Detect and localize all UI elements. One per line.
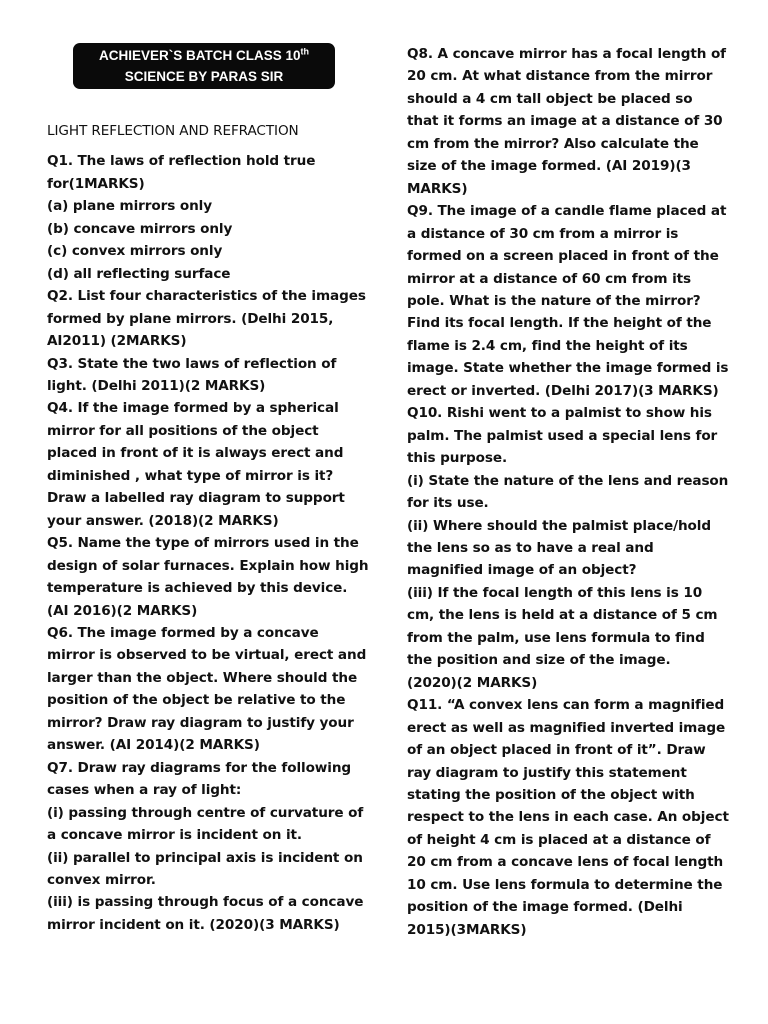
question-line: Q1. The laws of reflection hold true xyxy=(47,153,316,170)
question-block xyxy=(47,285,365,352)
question-line: larger than the object. Where should the xyxy=(47,669,358,686)
question-line: position of the image formed. (Delhi xyxy=(407,899,683,916)
question-line: erect as well as magnified inverted image xyxy=(407,719,726,736)
question-line: Q6. The image formed by a concave xyxy=(47,624,319,641)
question-line: cm from the mirror? Also calculate the xyxy=(407,135,699,152)
question-line: the lens so as to have a real and xyxy=(407,539,654,556)
question-line: (AI 2016)(2 MARKS) xyxy=(47,602,198,619)
question-block xyxy=(47,622,365,757)
question-line: your answer. (2018)(2 MARKS) xyxy=(47,512,279,529)
section-title: LIGHT REFLECTION AND REFRACTION xyxy=(47,123,299,139)
question-block xyxy=(47,757,365,937)
question-line: mirror for all positions of the object xyxy=(47,422,319,439)
right-question-list xyxy=(407,43,727,941)
question-line: position of the object be relative to the xyxy=(47,692,346,709)
question-line: mirror? Draw ray diagram to justify your xyxy=(47,714,354,731)
question-block xyxy=(47,353,365,398)
question-line: magnified image of an object? xyxy=(407,562,637,579)
question-line: 20 cm. At what distance from the mirror xyxy=(407,68,713,85)
question-block xyxy=(407,402,727,694)
question-line: image. State whether the image formed is xyxy=(407,360,729,377)
question-line: (ii) Where should the palmist place/hold xyxy=(407,517,711,534)
question-line: (iii) If the focal length of this lens is 10 xyxy=(407,584,703,601)
left-column xyxy=(47,120,369,936)
question-line: Q7. Draw ray diagrams for the following xyxy=(47,759,352,776)
question-line: placed in front of it is always erect and xyxy=(47,445,344,462)
question-line: Q10. Rishi went to a palmist to show his xyxy=(407,405,712,422)
question-block xyxy=(47,532,369,622)
question-line: flame is 2.4 cm, find the height of its xyxy=(407,337,688,354)
question-line: of an object placed in front of it”. Draw xyxy=(407,742,706,759)
question-line: 20 cm from a concave lens of focal length xyxy=(407,854,724,871)
question-line: diminished , what type of mirror is it? xyxy=(47,467,334,484)
question-line: temperature is achieved by this device. xyxy=(47,580,348,597)
question-line: Find its focal length. If the height of the xyxy=(407,315,712,332)
question-line: Q11. “A convex lens can form a magnified xyxy=(407,697,725,714)
question-line: AI2011) (2MARKS) xyxy=(47,333,187,350)
question-line: light. (Delhi 2011)(2 MARKS) xyxy=(47,377,266,394)
question-line: Q4. If the image formed by a spherical xyxy=(47,400,339,417)
question-line: from the palm, use lens formula to find xyxy=(407,629,705,646)
question-line: formed by plane mirrors. (Delhi 2015, xyxy=(47,310,334,327)
right-column xyxy=(407,43,727,941)
question-line: should a 4 cm tall object be placed so xyxy=(407,90,693,107)
question-line: pole. What is the nature of the mirror? xyxy=(407,292,701,309)
question-line: convex mirror. xyxy=(47,871,156,888)
question-block xyxy=(407,694,727,941)
question-line: Draw a labelled ray diagram to support xyxy=(47,490,345,507)
question-block xyxy=(47,397,365,532)
question-block xyxy=(407,43,727,200)
question-line: (iii) is passing through focus of a concave xyxy=(47,894,364,911)
question-line: this purpose. xyxy=(407,450,508,467)
question-line: 10 cm. Use lens formula to determine the xyxy=(407,876,723,893)
question-line: palm. The palmist used a special lens for xyxy=(407,427,718,444)
question-line: for(1MARKS) xyxy=(47,175,145,192)
title-line-1 xyxy=(73,45,335,66)
question-line: Q8. A concave mirror has a focal length of xyxy=(407,46,726,62)
question-line: of height 4 cm is placed at a distance of xyxy=(407,831,711,848)
question-line: mirror incident on it. (2020)(3 MARKS) xyxy=(47,916,340,933)
question-line: 2015)(3MARKS) xyxy=(407,921,527,938)
question-line: cases when a ray of light: xyxy=(47,782,242,799)
question-line: answer. (AI 2014)(2 MARKS) xyxy=(47,737,260,754)
question-line: a distance of 30 cm from a mirror is xyxy=(407,225,679,242)
title-text: ACHIEVER`S BATCH CLASS 10 xyxy=(98,48,301,63)
question-line: respect to the lens in each case. An object xyxy=(407,809,729,826)
question-line: design of solar furnaces. Explain how high xyxy=(47,557,369,574)
title-superscript: th xyxy=(300,46,310,57)
question-line: stating the position of the object with xyxy=(407,786,695,803)
question-line: (i) passing through centre of curvature of xyxy=(47,804,364,821)
question-line: Q2. List four characteristics of the images xyxy=(47,288,366,305)
question-line: (d) all reflecting surface xyxy=(47,265,231,282)
question-line: size of the image formed. (AI 2019)(3 xyxy=(407,158,691,175)
question-line: (2020)(2 MARKS) xyxy=(407,674,538,691)
question-line: (ii) parallel to principal axis is incident on xyxy=(47,849,363,866)
question-line: Q9. The image of a candle flame placed at xyxy=(407,203,727,220)
question-line: (c) convex mirrors only xyxy=(47,243,223,260)
question-line: Q5. Name the type of mirrors used in the xyxy=(47,535,359,552)
question-line: mirror is observed to be virtual, erect and xyxy=(47,647,367,664)
question-line: (i) State the nature of the lens and reason xyxy=(407,472,729,489)
question-line: for its use. xyxy=(407,495,489,512)
title-line-2: SCIENCE BY PARAS SIR xyxy=(124,69,284,84)
question-line: (a) plane mirrors only xyxy=(47,198,212,215)
question-line: (b) concave mirrors only xyxy=(47,220,233,237)
question-block xyxy=(407,200,727,402)
left-question-list xyxy=(47,150,369,936)
title-banner xyxy=(73,43,335,89)
question-line: a concave mirror is incident on it. xyxy=(47,827,303,844)
question-line: formed on a screen placed in front of the xyxy=(407,248,719,265)
question-line: erect or inverted. (Delhi 2017)(3 MARKS) xyxy=(407,382,719,399)
question-line: Q3. State the two laws of reflection of xyxy=(47,355,337,372)
question-line: ray diagram to justify this statement xyxy=(407,764,687,781)
question-block xyxy=(47,150,365,285)
question-line: that it forms an image at a distance of 30 xyxy=(407,113,723,130)
question-line: cm, the lens is held at a distance of 5 cm xyxy=(407,607,718,624)
question-line: mirror at a distance of 60 cm from its xyxy=(407,270,692,287)
question-line: the position and size of the image. xyxy=(407,652,671,669)
question-line: MARKS) xyxy=(407,180,468,197)
